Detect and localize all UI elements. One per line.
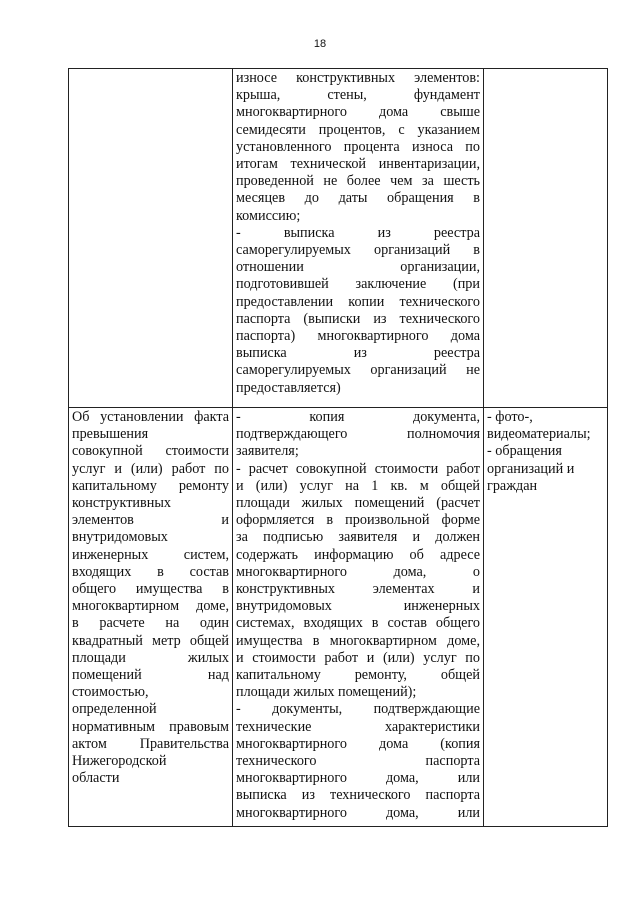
text-line: видеоматериалы; (487, 426, 591, 443)
document-table (68, 68, 608, 827)
text-line: площади жилых (72, 649, 229, 666)
text-line: капитальному ремонту, общей (236, 667, 480, 684)
text-line: конструктивных элементах и (236, 581, 480, 598)
table-cell-subject (69, 69, 233, 408)
text-line: многоквартирного дома свыше (236, 104, 480, 121)
text-line: площади жилых помещений); (236, 684, 417, 701)
text-line: износе конструктивных элементов: (236, 70, 480, 86)
text-line: подготовившей заключение (при (236, 276, 480, 293)
text-line: входящих в состав (72, 563, 229, 580)
page-number: 18 (313, 38, 327, 50)
text-line: - фото-, (487, 409, 533, 425)
table-row (69, 408, 608, 827)
text-line: выписка из технического паспорта (236, 787, 480, 804)
text-line: многоквартирного дома, или (236, 804, 480, 821)
text-line: Об установлении факта (72, 409, 229, 425)
text-line: установленного процента износа по (236, 138, 480, 155)
table-cell-subject (69, 408, 233, 827)
text-line: паспорта (выписки из технического (236, 310, 480, 327)
text-line: конструктивных (72, 495, 171, 512)
text-line: многоквартирного дома (копия (236, 735, 480, 752)
table-cell-materials (484, 69, 608, 408)
text-line: заявителя; (236, 443, 299, 460)
text-line: многоквартирного дома, о (236, 563, 480, 580)
text-line: имущества в многоквартирном доме, (236, 632, 480, 649)
text-line: выписка из реестра (236, 345, 480, 362)
text-line: - документы, подтверждающие (236, 701, 480, 718)
text-line: актом Правительства (72, 735, 229, 752)
text-line: предоставляется) (236, 379, 341, 396)
text-line: подтверждающего полномочия (236, 426, 480, 443)
text-line: - выписка из реестра (236, 224, 480, 241)
text-line: саморегулируемых организаций в (236, 242, 480, 259)
text-line: и стоимости работ и (или) услуг по (236, 649, 480, 666)
table-cell-documents (233, 69, 484, 408)
text-line: системах, входящих в состав общего (236, 615, 480, 632)
text-line: Нижегородской (72, 753, 167, 770)
text-line: за подписью заявителя и должен (236, 529, 480, 546)
text-line: капитальному ремонту (72, 477, 229, 494)
text-line: оформляется в произвольной форме (236, 512, 480, 529)
table-cell-materials (484, 408, 608, 827)
text-line: элементов и (72, 512, 229, 529)
text-line: внутридомовых (72, 529, 168, 546)
text-line: комиссию; (236, 207, 301, 224)
text-line: помещений над (72, 667, 229, 684)
text-line: определенной (72, 701, 157, 718)
text-line: технического паспорта (236, 753, 480, 770)
text-line: стоимостью, (72, 684, 149, 701)
text-line: инженерных систем, (72, 546, 229, 563)
text-line: семидесяти процентов, с указанием (236, 121, 480, 138)
text-line: отношении организации, (236, 259, 480, 276)
text-line: многоквартирного дома, или (236, 770, 480, 787)
text-line: в расчете на один (72, 615, 229, 632)
table-cell-documents (233, 408, 484, 827)
text-line: - обращения (487, 443, 562, 460)
text-line: технические характеристики (236, 718, 480, 735)
text-line: граждан (487, 477, 538, 494)
text-line: совокупной стоимости (72, 443, 229, 460)
text-line: общего имущества в (72, 581, 229, 598)
table-row (69, 69, 608, 408)
text-line: многоквартирном доме, (72, 598, 229, 615)
text-line: нормативным правовым (72, 718, 229, 735)
text-line: саморегулируемых организаций не (236, 362, 480, 379)
text-line: превышения (72, 426, 149, 443)
text-line: и (или) услуг на 1 кв. м общей (236, 477, 480, 494)
text-line: итогам технической инвентаризации, (236, 156, 480, 173)
text-line: содержать информацию об адресе (236, 546, 480, 563)
text-line: организаций и (487, 460, 575, 477)
text-line: площади жилых помещений (расчет (236, 495, 480, 512)
text-line: проведенной не более чем за шесть (236, 173, 480, 190)
text-line: - расчет совокупной стоимости работ (236, 460, 480, 477)
text-line: внутридомовых инженерных (236, 598, 480, 615)
text-line: услуг и (или) работ по (72, 460, 229, 477)
text-line: месяцев до даты обращения в (236, 190, 480, 207)
text-line: - копия документа, (236, 409, 480, 425)
text-line: предоставлении копии технического (236, 293, 480, 310)
text-line: паспорта) многоквартирного дома (236, 328, 480, 345)
text-line: крыша, стены, фундамент (236, 87, 480, 104)
text-line: области (72, 770, 120, 787)
text-line: квадратный метр общей (72, 632, 229, 649)
